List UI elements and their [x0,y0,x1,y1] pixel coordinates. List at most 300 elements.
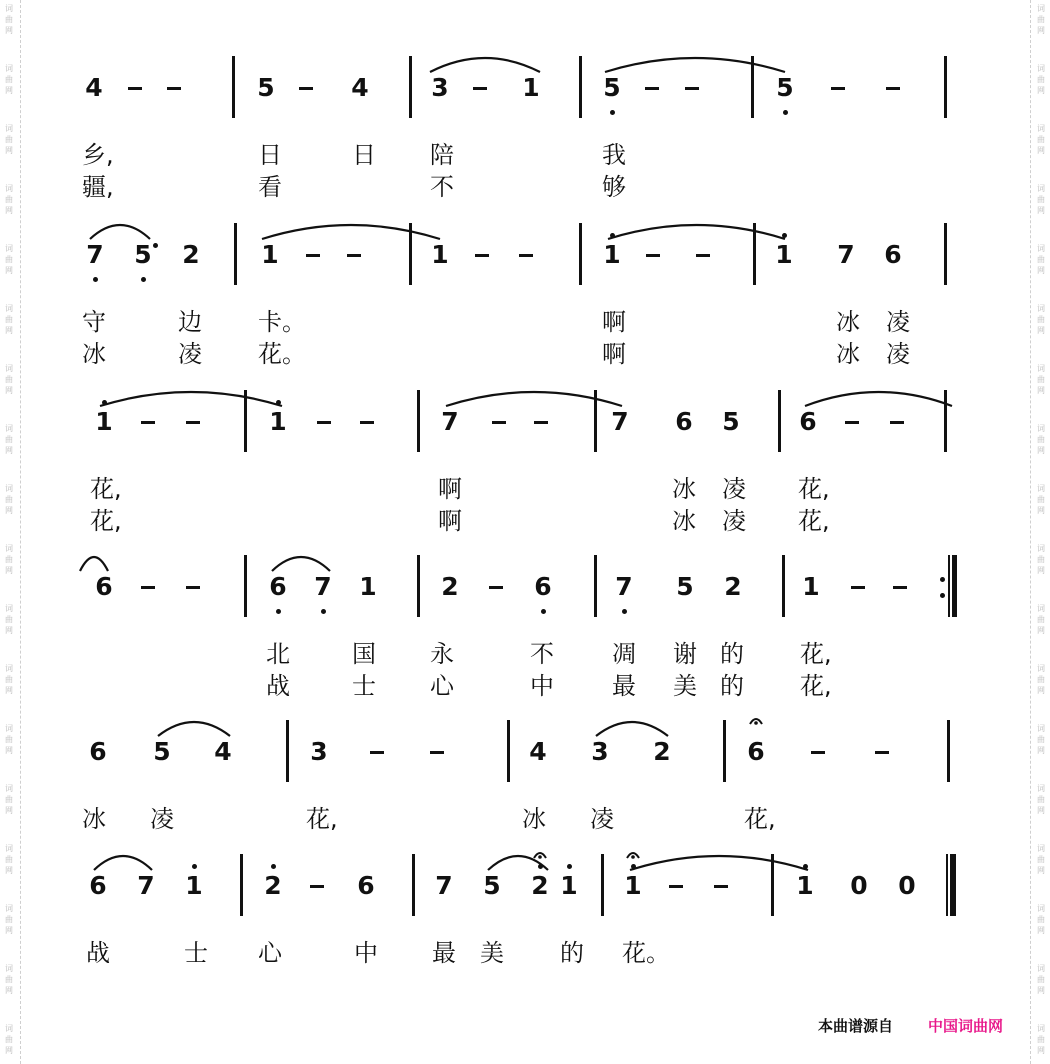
watermark-char: 曲 [5,75,13,84]
duration-dash [685,87,699,90]
barline [594,555,597,617]
slur [158,722,230,736]
lyric-char: 花, [744,805,776,833]
note: 6 [884,240,902,269]
watermark-char: 词 [1037,964,1045,973]
watermark-char: 词 [1037,184,1045,193]
watermark-char: 词 [5,244,13,253]
watermark-char: 词 [1037,124,1045,133]
slur [94,856,152,870]
note: 4 [214,737,232,766]
watermark-char: 网 [1037,506,1045,515]
note: 2 [441,572,459,601]
lyric-char: 凌 [886,308,910,336]
barline [601,854,604,916]
note: 1 [796,871,814,900]
lyric-char: 疆, [82,173,114,201]
watermark-char: 词 [5,4,13,13]
duration-dash [370,751,384,754]
watermark-char: 网 [5,86,13,95]
watermark-char: 网 [5,146,13,155]
final-thick-bar [950,854,956,916]
octave-dot-above [610,233,615,238]
barline [286,720,289,782]
note: 7 [611,407,629,436]
watermark-char: 网 [5,686,13,695]
note: 6 [357,871,375,900]
lyric-char: 最 [612,672,636,700]
duration-dash [310,885,324,888]
octave-dot-below [622,609,627,614]
watermark-char: 曲 [5,855,13,864]
watermark-char: 网 [5,566,13,575]
barline [753,223,756,285]
barline [234,223,237,285]
watermark-char: 曲 [5,495,13,504]
note: 4 [85,73,103,102]
note: 6 [747,737,765,766]
watermark-char: 网 [1037,926,1045,935]
duration-dash [430,751,444,754]
duration-dash [128,87,142,90]
watermark-char: 词 [5,304,13,313]
barline [412,854,415,916]
duration-dash [519,254,533,257]
lyric-char: 啊 [602,340,626,368]
note: 1 [522,73,540,102]
watermark-char: 曲 [1037,495,1045,504]
watermark-char: 曲 [1037,915,1045,924]
lyric-char: 心 [430,672,454,700]
watermark-char: 网 [5,506,13,515]
source-brand-link[interactable]: 中国词曲网 [928,1017,1004,1035]
duration-dash [141,421,155,424]
lyric-char: 花。 [622,939,670,967]
watermark-char: 网 [5,26,13,35]
watermark-char: 曲 [5,195,13,204]
watermark-char: 词 [1037,1024,1045,1033]
lyric-char: 的 [560,939,584,967]
watermark-char: 网 [5,926,13,935]
lyric-char: 花, [798,507,830,535]
watermark-char: 曲 [1037,615,1045,624]
duration-dash [317,421,331,424]
watermark-char: 网 [1037,686,1045,695]
note: 3 [431,73,449,102]
watermark-char: 曲 [5,735,13,744]
watermark-char: 词 [1037,64,1045,73]
barline [944,390,947,452]
watermark-char: 词 [5,544,13,553]
watermark-char: 网 [1037,806,1045,815]
watermark-char: 曲 [1037,735,1045,744]
duration-dash [645,87,659,90]
octave-dot-below [541,609,546,614]
lyric-char: 士 [184,939,208,967]
lyric-char: 够 [602,173,626,201]
barline [409,223,412,285]
lyric-char: 冰 [836,308,860,336]
duration-dash [845,421,859,424]
note: 5 [722,407,740,436]
slur [90,225,150,239]
lyric-char: 花, [306,805,338,833]
note: 7 [837,240,855,269]
barline [723,720,726,782]
octave-dot-above [271,864,276,869]
watermark-char: 网 [5,386,13,395]
note: 1 [359,572,377,601]
lyric-char: 心 [258,939,282,967]
note: 2 [182,240,200,269]
octave-dot-below [321,609,326,614]
watermark-char: 词 [5,664,13,673]
note: 2 [724,572,742,601]
duration-dash [714,885,728,888]
lyric-char: 国 [352,640,376,668]
lyric-char: 日 [258,141,282,169]
duration-dash [489,586,503,589]
barline [778,390,781,452]
duration-dash [886,87,900,90]
note: 6 [534,572,552,601]
watermark-char: 网 [1037,866,1045,875]
watermark-char: 网 [1037,326,1045,335]
watermark-char: 词 [5,424,13,433]
lyric-char: 战 [86,939,110,967]
watermark-char: 词 [5,184,13,193]
repeat-dot [940,593,945,598]
watermark-char: 词 [1037,724,1045,733]
octave-dot-above [102,400,107,405]
watermark-char: 词 [5,784,13,793]
duration-dash [831,87,845,90]
watermark-char: 曲 [1037,255,1045,264]
note: 5 [153,737,171,766]
octave-dot-above [192,864,197,869]
fermata-dot [631,855,635,859]
lyric-char: 不 [530,640,554,668]
lyric-char: 最 [432,939,456,967]
barline [579,56,582,118]
note: 1 [95,407,113,436]
watermark-char: 词 [5,124,13,133]
watermark-char: 曲 [5,375,13,384]
lyric-char: 士 [352,672,376,700]
watermark-char: 网 [1037,566,1045,575]
note: 1 [269,407,287,436]
duration-dash [534,421,548,424]
lyric-char: 凌 [178,340,202,368]
watermark-char: 网 [1037,386,1045,395]
watermark-char: 曲 [5,615,13,624]
watermark-char: 词 [5,64,13,73]
lyric-char: 守 [82,308,106,336]
note: 7 [435,871,453,900]
lyric-char: 的 [720,640,744,668]
duration-dash [347,254,361,257]
watermark-char: 词 [1037,304,1045,313]
watermark-char: 曲 [1037,15,1045,24]
slur [100,392,282,406]
watermark-char: 曲 [1037,675,1045,684]
lyric-char: 花, [800,672,832,700]
watermark-char: 词 [1037,784,1045,793]
watermark-char: 曲 [1037,1035,1045,1044]
duration-dash [360,421,374,424]
lyric-char: 美 [480,939,504,967]
watermark-char: 网 [5,326,13,335]
note: 2 [531,871,549,900]
barline [782,555,785,617]
barline [751,56,754,118]
watermark-char: 曲 [5,795,13,804]
lyric-char: 花。 [258,340,306,368]
barline [507,720,510,782]
watermark-char: 词 [1037,844,1045,853]
lyric-char: 凌 [886,340,910,368]
lyric-char: 冰 [82,340,106,368]
barline [579,223,582,285]
lyric-char: 冰 [672,507,696,535]
note: 6 [89,737,107,766]
note: 6 [675,407,693,436]
note: 1 [431,240,449,269]
fermata-dot [538,855,542,859]
lyric-char: 卡。 [258,308,306,336]
duration-dash [141,586,155,589]
fermata-dot [754,721,758,725]
watermark-char: 曲 [5,1035,13,1044]
watermark-char: 词 [1037,424,1045,433]
watermark-char: 曲 [5,135,13,144]
watermark-char: 网 [5,1046,13,1055]
slur [605,58,785,72]
duration-dash [893,586,907,589]
watermark-char: 词 [5,724,13,733]
watermark-char: 网 [1037,26,1045,35]
watermark-char: 曲 [1037,375,1045,384]
lyric-char: 美 [673,672,697,700]
lyric-char: 啊 [438,507,462,535]
watermark-char: 词 [1037,4,1045,13]
note: 1 [775,240,793,269]
lyric-char: 花, [800,640,832,668]
watermark-char: 网 [5,866,13,875]
note: 0 [850,871,868,900]
note: 6 [95,572,113,601]
barline [771,854,774,916]
note: 1 [624,871,642,900]
watermark-char: 曲 [1037,315,1045,324]
slur [596,722,668,736]
duration-dash [696,254,710,257]
duration-dash [492,421,506,424]
lyric-char: 凌 [722,507,746,535]
lyric-char: 冰 [836,340,860,368]
lyric-char: 边 [178,308,202,336]
watermark-char: 词 [5,484,13,493]
watermark-char: 网 [5,626,13,635]
lyric-char: 陪 [430,141,454,169]
octave-dot-above [276,400,281,405]
watermark-char: 曲 [5,915,13,924]
watermark-char: 曲 [1037,75,1045,84]
octave-dot-above [782,233,787,238]
slur [805,392,952,406]
lyric-char: 花, [90,507,122,535]
slur [630,856,808,870]
barline [944,56,947,118]
watermark-char: 词 [1037,904,1045,913]
watermark-char: 网 [5,266,13,275]
lyric-char: 花, [90,475,122,503]
note: 7 [314,572,332,601]
slur [262,225,440,239]
octave-dot-above [803,864,808,869]
octave-dot-below [276,609,281,614]
duration-dash [475,254,489,257]
watermark-char: 网 [1037,986,1045,995]
watermark-char: 网 [1037,146,1045,155]
watermark-char: 曲 [1037,855,1045,864]
lyric-char: 啊 [602,308,626,336]
final-thin-bar [946,854,948,916]
note: 0 [898,871,916,900]
watermark-char: 网 [5,746,13,755]
slur [272,557,330,571]
lyric-char: 冰 [82,805,106,833]
watermark-char: 曲 [1037,555,1045,564]
octave-dot-below [93,277,98,282]
lyric-char: 永 [430,640,454,668]
watermark-char: 曲 [1037,135,1045,144]
watermark-char: 网 [5,446,13,455]
lyric-char: 的 [720,672,744,700]
note: 5 [676,572,694,601]
watermark-char: 曲 [5,975,13,984]
lyric-char: 啊 [438,475,462,503]
watermark-char: 网 [1037,746,1045,755]
note: 1 [560,871,578,900]
note: 5 [257,73,275,102]
watermark-char: 词 [5,964,13,973]
octave-dot-below [783,110,788,115]
duration-dash [167,87,181,90]
octave-dot-below [610,110,615,115]
barline [244,555,247,617]
lyric-char: 谢 [673,640,697,668]
watermark-char: 曲 [5,315,13,324]
watermark-char: 词 [1037,364,1045,373]
barline [409,56,412,118]
barline [594,390,597,452]
lyric-char: 冰 [522,805,546,833]
duration-dash [306,254,320,257]
duration-dash [646,254,660,257]
note: 1 [185,871,203,900]
note: 3 [591,737,609,766]
watermark-char: 网 [1037,446,1045,455]
lyric-char: 乡, [82,141,114,169]
augmentation-dot [153,243,158,248]
lyric-char: 冰 [672,475,696,503]
lyric-char: 凋 [612,640,636,668]
watermark-char: 网 [1037,1046,1045,1055]
lyric-char: 战 [266,672,290,700]
watermark-char: 词 [5,604,13,613]
duration-dash [473,87,487,90]
barline [232,56,235,118]
barline [947,720,950,782]
watermark-char: 网 [1037,266,1045,275]
watermark-char: 词 [1037,544,1045,553]
duration-dash [890,421,904,424]
watermark-char: 网 [1037,206,1045,215]
note: 5 [134,240,152,269]
lyric-char: 花, [798,475,830,503]
barline [417,390,420,452]
note: 7 [137,871,155,900]
note: 7 [441,407,459,436]
note: 6 [799,407,817,436]
barline [417,555,420,617]
barline [244,390,247,452]
repeat-thin-bar [948,555,950,617]
lyric-char: 不 [430,173,454,201]
watermark-char: 词 [1037,664,1045,673]
note: 1 [802,572,820,601]
duration-dash [811,751,825,754]
lyric-char: 北 [266,640,290,668]
note: 6 [89,871,107,900]
watermark-char: 网 [1037,86,1045,95]
watermark-char: 词 [1037,604,1045,613]
note: 3 [310,737,328,766]
lyric-char: 凌 [722,475,746,503]
lyric-char: 中 [530,672,554,700]
watermark-char: 词 [5,904,13,913]
lyric-char: 我 [602,141,626,169]
watermark-char: 词 [1037,484,1045,493]
watermark-char: 网 [1037,626,1045,635]
watermark-char: 网 [5,986,13,995]
note: 5 [483,871,501,900]
watermark-char: 曲 [1037,975,1045,984]
octave-dot-below [141,277,146,282]
duration-dash [186,421,200,424]
octave-dot-above [631,864,636,869]
duration-dash [851,586,865,589]
slur [80,557,108,571]
slur [608,225,785,239]
note: 6 [269,572,287,601]
watermark-char: 词 [1037,244,1045,253]
watermark-char: 词 [5,1024,13,1033]
octave-dot-above [567,864,572,869]
barline [944,223,947,285]
note: 2 [653,737,671,766]
note: 4 [529,737,547,766]
repeat-thick-bar [952,555,957,617]
lyric-char: 看 [258,173,282,201]
note: 4 [351,73,369,102]
note: 7 [615,572,633,601]
watermark-char: 词 [5,364,13,373]
duration-dash [875,751,889,754]
watermark-char: 曲 [5,255,13,264]
repeat-dot [940,577,945,582]
